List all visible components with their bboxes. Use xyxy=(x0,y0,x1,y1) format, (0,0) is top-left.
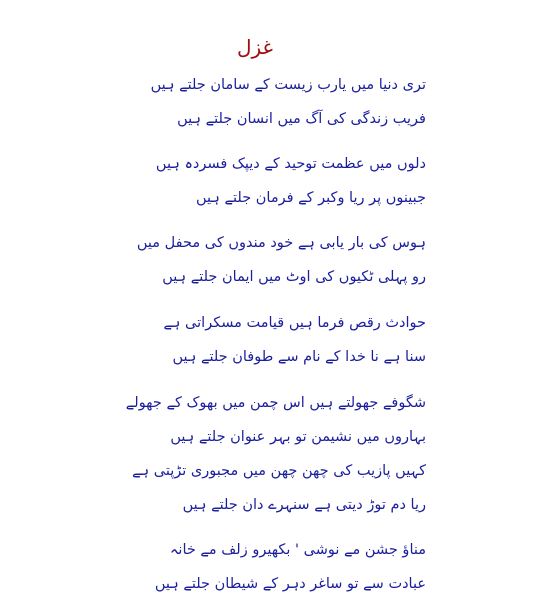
verse-line: عبادت سے تو ساغر دہر کے شیطان جلتے ہیں xyxy=(154,576,426,592)
verse-line: رو پہلی ٹکیوں کی اوٹ میں ایمان جلتے ہیں xyxy=(162,269,426,285)
verse-line: تری دنیا میں یارب زیست کے سامان جلتے ہیں xyxy=(150,77,426,93)
verse-line: سنا ہے نا خدا کے نام سے طوفان جلتے ہیں xyxy=(172,349,426,365)
verse-line: دلوں میں عظمت توحید کے دیپک فسردہ ہیں xyxy=(155,156,426,172)
verse-line: بہاروں میں نشیمن تو بہر عنوان جلتے ہیں xyxy=(170,429,426,445)
verse-line: مناؤ جشن مے نوشی ' بکھیرو زلف مے خانہ xyxy=(169,542,426,558)
verse-line: شگوفے جھولتے ہیں اس چمن میں بھوک کے جھولے xyxy=(125,395,426,411)
verse-line: کہیں پازیب کی چھن چھن میں مجبوری تڑپتی ہے xyxy=(132,463,426,479)
verse-line: جبینوں پر ریا وکبر کے فرمان جلتے ہیں xyxy=(196,190,426,206)
verse-line: ریا دم توڑ دیتی ہے سنہرے دان جلتے ہیں xyxy=(182,497,426,513)
verse-line: فریب زندگی کی آگ میں انسان جلتے ہیں xyxy=(177,111,426,127)
verse-line: حوادث رقص فرما ہیں قیامت مسکراتی ہے xyxy=(163,315,426,331)
verse-line: ہوس کی بار یابی ہے خود مندوں کی محفل میں xyxy=(136,235,426,251)
poem-title: غزل xyxy=(236,35,274,59)
